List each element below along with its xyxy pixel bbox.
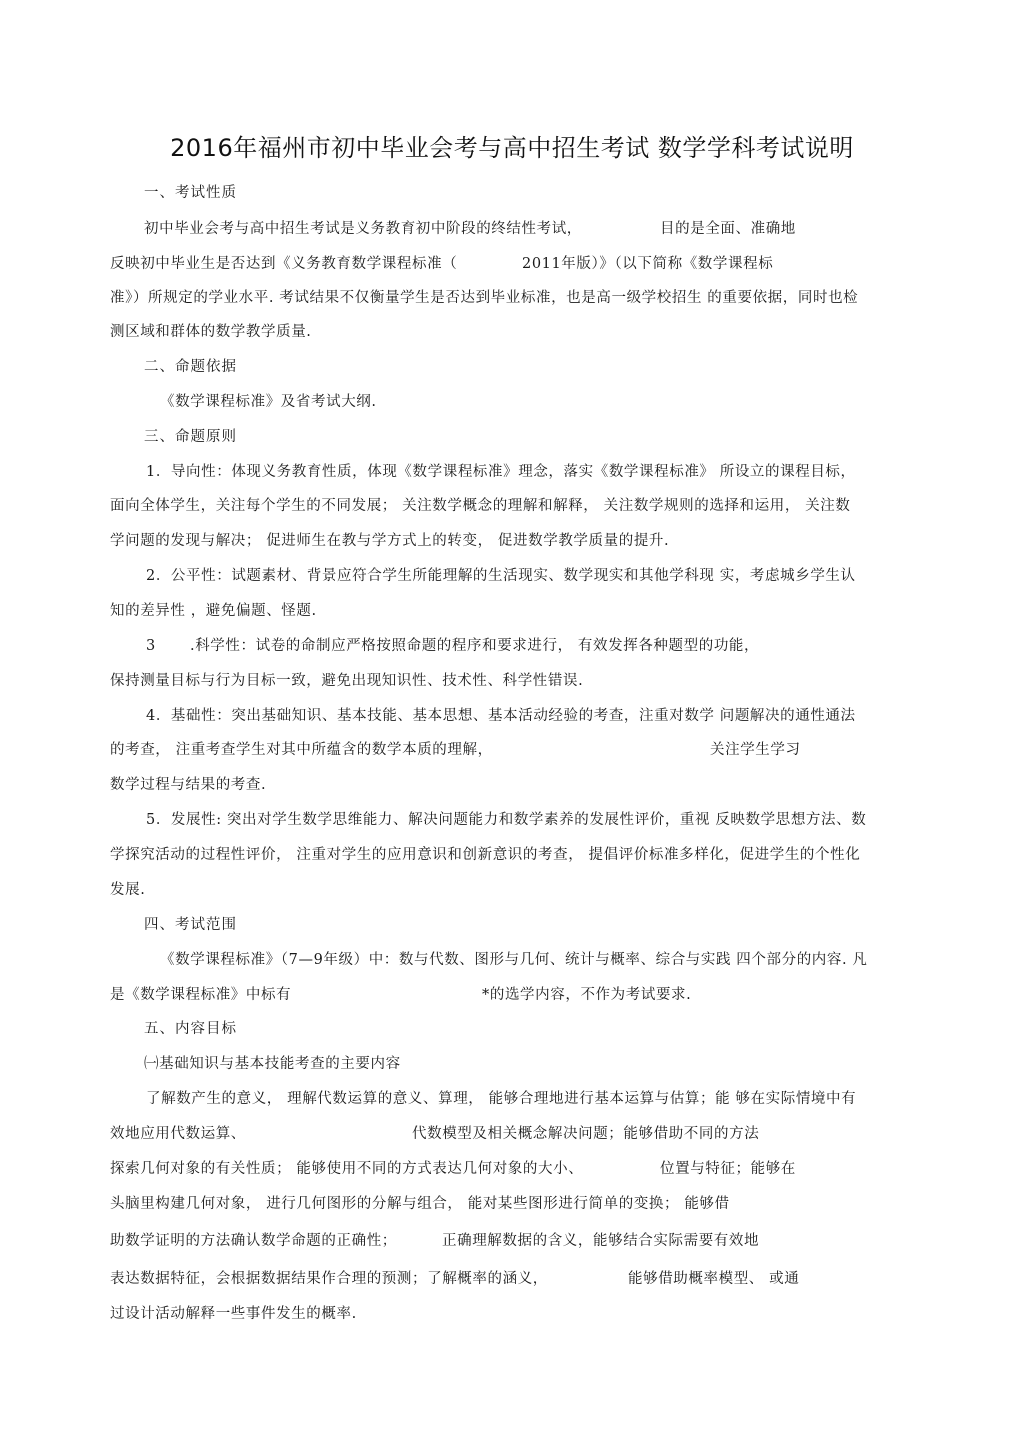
paragraph-line: 学问题的发现与解决； 促进师生在教与学方式上的转变， 促进数学教学质量的提升. (110, 533, 670, 549)
paragraph-line: 学探究活动的过程性评价， 注重对学生的应用意识和创新意识的考查， 提倡评价标准多样化，促进学生的个性化 (110, 847, 861, 863)
paragraph-line: 代数模型及相关概念解决问题；能够借助不同的方法 (412, 1126, 760, 1142)
paragraph-line: 准》）所规定的学业水平. 考试结果不仅衡量学生是否达到毕业标准，也是高一级学校招生 的重要依据，同时也检 (110, 290, 859, 306)
paragraph-line: 关注学生学习 (710, 742, 801, 758)
document-title: 2016年福州市初中毕业会考与高中招生考试 数学学科考试说明 (170, 134, 854, 162)
section-heading: 二、命题依据 (144, 359, 237, 375)
paragraph-line: 数学过程与结果的考查. (110, 777, 267, 793)
paragraph-line: 面向全体学生，关注每个学生的不同发展； 关注数学概念的理解和解释， 关注数学规则的选择和运用， 关注数 (110, 498, 851, 514)
paragraph-line: 保持测量目标与行为目标一致，避免出现知识性、技术性、科学性错误. (110, 673, 584, 689)
paragraph-line: 1．导向性：体现义务教育性质，体现《数学课程标准》理念，落实《数学课程标准》 所设立的课程目标， (146, 464, 856, 480)
paragraph-line: 《数学课程标准》（7—9年级）中：数与代数、图形与几何、统计与概率、综合与实践 四个部分的内容. 凡 (160, 952, 868, 968)
paragraph-line: 测区域和群体的数学教学质量. (110, 324, 312, 340)
paragraph-line: .科学性：试卷的命制应严格按照命题的程序和要求进行， 有效发挥各种题型的功能， (190, 638, 760, 654)
section-heading: 五、内容目标 (144, 1021, 237, 1037)
paragraph-line: 能够借助概率模型、 或通 (628, 1271, 800, 1287)
paragraph-line: 探索几何对象的有关性质； 能够使用不同的方式表达几何对象的大小、 (110, 1161, 584, 1177)
paragraph-line: 5．发展性: 突出对学生数学思维能力、解决问题能力和数学素养的发展性评价，重视 反映数学思想方法、数 (146, 812, 867, 828)
subsection-heading: ㈠基础知识与基本技能考查的主要内容 (144, 1056, 401, 1072)
paragraph-line: 位置与特征；能够在 (660, 1161, 796, 1177)
paragraph-line: 反映初中毕业生是否达到《义务教育数学课程标准（ (110, 256, 458, 272)
section-heading: 一、考试性质 (144, 185, 237, 201)
paragraph-line: 2011年版）》（以下简称《数学课程标 (522, 256, 774, 272)
paragraph-line: 是《数学课程标准》中标有 (110, 987, 292, 1003)
section-heading: 三、命题原则 (144, 429, 237, 445)
paragraph-line: 目的是全面、准确地 (660, 221, 796, 237)
paragraph-line: 的考查， 注重考查学生对其中所蕴含的数学本质的理解， (110, 742, 493, 758)
paragraph-line: 正确理解数据的含义，能够结合实际需要有效地 (442, 1233, 760, 1249)
paragraph-line: 知的差异性 ，避免偏题、怪题. (110, 603, 317, 619)
paragraph-line: 助数学证明的方法确认数学命题的正确性； (110, 1233, 397, 1249)
paragraph-line: 2．公平性：试题素材、背景应符合学生所能理解的生活现实、数学现实和其他学科现 实，考虑城乡学生认 (146, 568, 856, 584)
paragraph-line: 3 (146, 638, 156, 654)
paragraph-line: 头脑里构建几何对象， 进行几何图形的分解与组合， 能对某些图形进行简单的变换； 能够借 (110, 1196, 730, 1212)
paragraph-line: *的选学内容，不作为考试要求. (482, 987, 692, 1003)
paragraph-line: 4．基础性：突出基础知识、基本技能、基本思想、基本活动经验的考查，注重对数学 问题解决的通性通法 (146, 708, 856, 724)
paragraph-line: 了解数产生的意义， 理解代数运算的意义、算理， 能够合理地进行基本运算与估算；能 够在实际情境中有 (146, 1091, 857, 1107)
paragraph-line: 表达数据特征，会根据数据结果作合理的预测；了解概率的涵义， (110, 1271, 548, 1287)
paragraph-line: 过设计活动解释一些事件发生的概率. (110, 1306, 357, 1322)
paragraph-line: 效地应用代数运算、 (110, 1126, 246, 1142)
paragraph-line: 发展. (110, 882, 146, 898)
paragraph-line: 初中毕业会考与高中招生考试是义务教育初中阶段的终结性考试， (144, 221, 582, 237)
paragraph-line: 《数学课程标准》及省考试大纲. (160, 394, 377, 410)
section-heading: 四、考试范围 (144, 917, 237, 933)
